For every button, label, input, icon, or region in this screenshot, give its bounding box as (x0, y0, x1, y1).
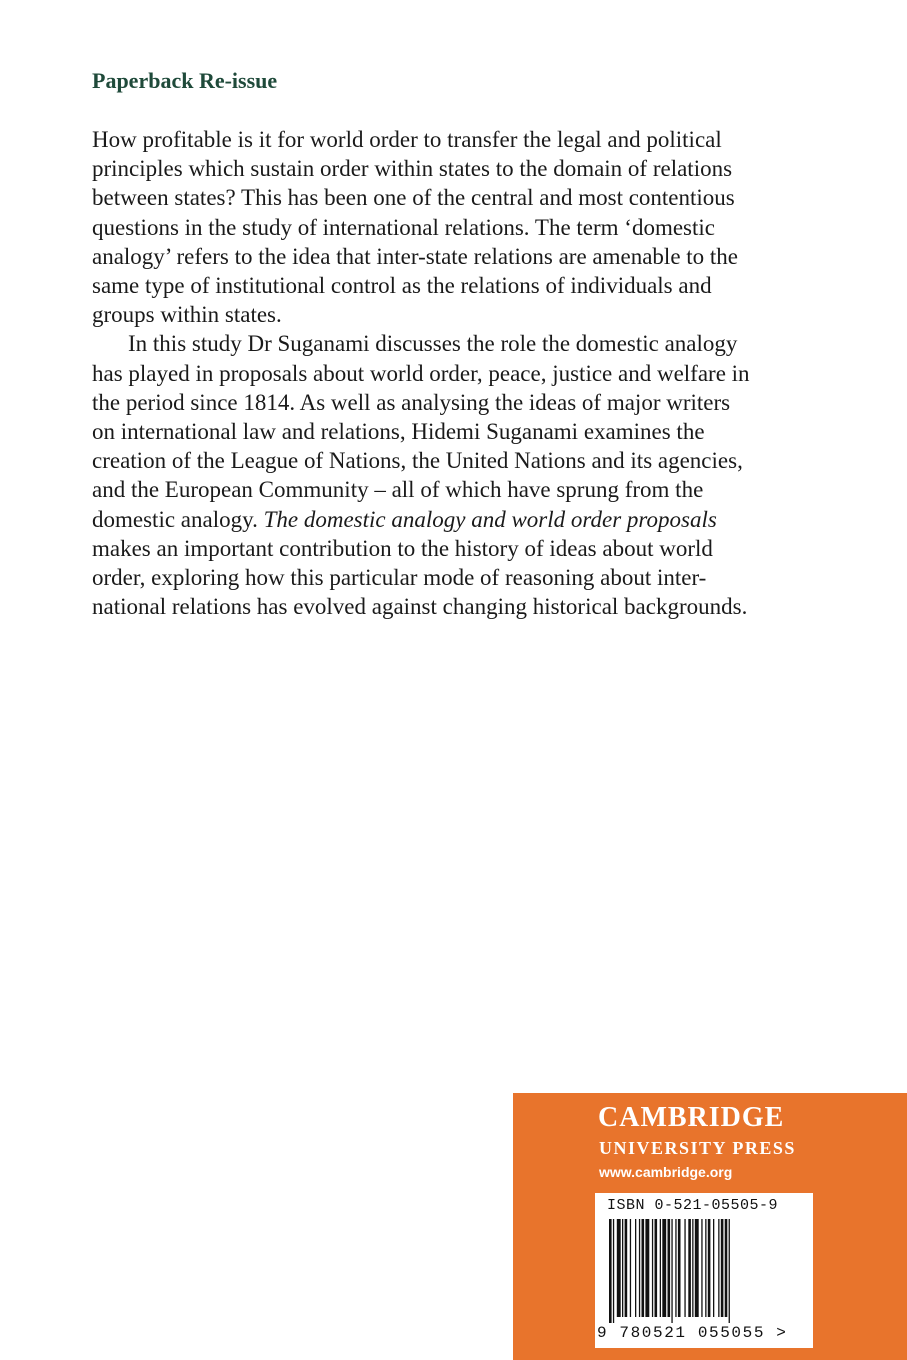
barcode-bar (630, 1219, 631, 1317)
text-line: order, exploring how this particular mode of reasoning about inter- (92, 565, 707, 591)
barcode-bar (639, 1219, 640, 1317)
text-line: the period since 1814. As well as analysing the ideas of major writers (92, 389, 731, 415)
text-line: same type of institutional control as the relations of individuals and (92, 273, 712, 299)
text-line: groups within states. (92, 302, 282, 328)
paragraph-1 (92, 125, 822, 329)
text-line: questions in the study of international relations. The term ‘domestic (92, 214, 715, 240)
barcode-box (595, 1193, 813, 1348)
text-line: analogy’ refers to the idea that inter-state relations are amenable to the (92, 243, 739, 269)
barcode-bar (622, 1219, 623, 1317)
barcode-bar (625, 1219, 628, 1317)
publisher-name: CAMBRIDGE (598, 1102, 785, 1133)
barcode-bar (708, 1219, 711, 1317)
barcode-bar (668, 1219, 671, 1317)
text-line: In this study Dr Suganami discusses the role the domestic analogy (128, 331, 738, 357)
text-line: How profitable is it for world order to transfer the legal and political (92, 127, 722, 152)
barcode-bar (678, 1219, 681, 1317)
barcode-bar (671, 1219, 672, 1323)
barcode-bar (609, 1219, 612, 1323)
barcode-bar (617, 1219, 621, 1317)
paragraph-2 (92, 329, 822, 621)
text-line: on international law and relations, Hidemi Suganami examines the (92, 419, 705, 445)
text-line: principles which sustain order within states to the domain of relations (92, 156, 733, 182)
barcode-icon (595, 1219, 813, 1323)
barcode-bar (692, 1219, 693, 1317)
barcode-bar (662, 1219, 666, 1317)
barcode-bar (655, 1219, 658, 1317)
barcode-bar (652, 1219, 653, 1317)
barcode-bar (701, 1219, 702, 1317)
publisher-subtitle: UNIVERSITY PRESS (599, 1138, 796, 1158)
barcode-bar (718, 1219, 719, 1317)
text-line: national relations has evolved against changing historical backgrounds. (92, 594, 748, 620)
blurb-text (92, 125, 822, 621)
text-line (92, 505, 822, 534)
barcode-bar (695, 1219, 699, 1317)
text-line: has played in proposals about world order, peace, justice and welfare in (92, 360, 750, 386)
publisher-url: www.cambridge.org (599, 1164, 733, 1180)
text-line: makes an important contribution to the history of ideas about world (92, 535, 713, 561)
barcode-bar (725, 1219, 728, 1317)
barcode-bar (613, 1219, 614, 1323)
text-line: between states? This has been one of the central and most contentious (92, 185, 735, 211)
text-line: creation of the League of Nations, the United Nations and its agencies, (92, 448, 743, 474)
barcode-bar (713, 1219, 714, 1317)
heading-paperback-reissue: Paperback Re-issue (92, 68, 278, 93)
isbn-label: ISBN 0-521-05505-9 (607, 1197, 779, 1214)
barcode-bar (688, 1219, 691, 1317)
barcode-bar (705, 1219, 706, 1317)
barcode-bar (642, 1219, 645, 1317)
publisher-block (513, 1093, 907, 1360)
title-line-prefix: domestic analogy. (92, 506, 264, 532)
text-line: and the European Community – all of which have sprung from the (92, 477, 704, 503)
barcode-bar (721, 1219, 724, 1317)
book-title: The domestic analogy and world order proposals (263, 506, 717, 532)
barcode-bar (675, 1219, 676, 1317)
barcode-bar (684, 1219, 685, 1317)
barcode-digits: 9 780521 055055 > (597, 1324, 788, 1342)
barcode-bar (660, 1219, 661, 1317)
barcode-bar (729, 1219, 730, 1323)
barcode-bar (645, 1219, 649, 1317)
barcode-bar (635, 1219, 636, 1317)
